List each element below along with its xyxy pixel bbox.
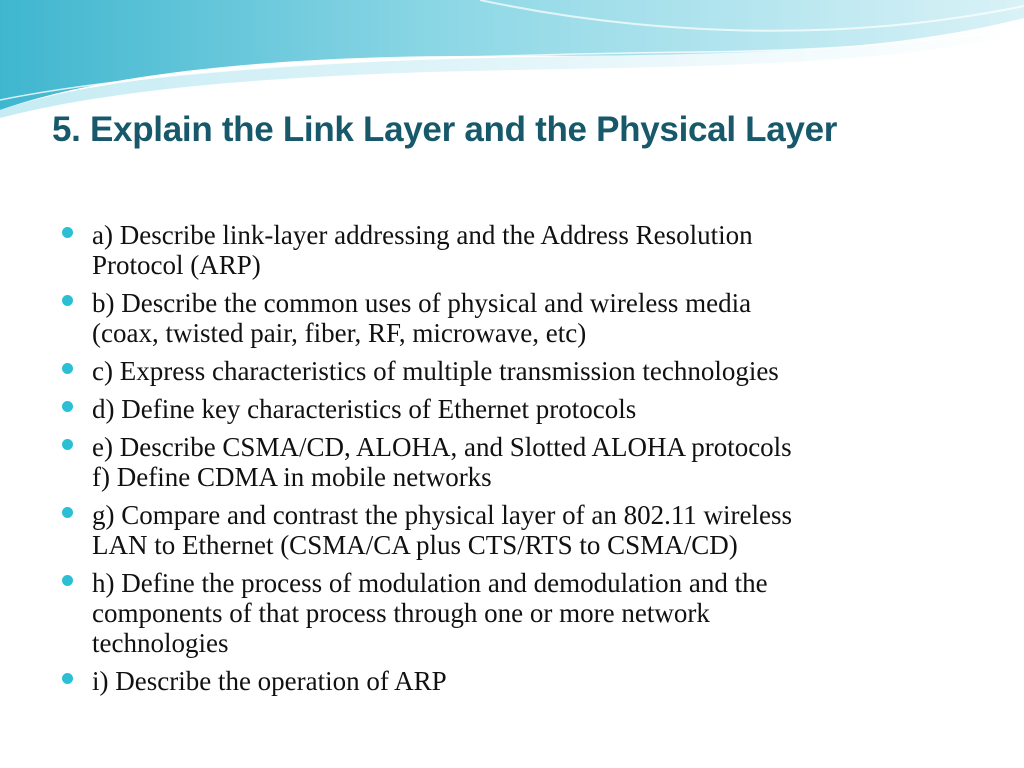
bullet-line: a) Describe link-layer addressing and the Address Resolution: [92, 220, 753, 250]
bullet-line: i) Describe the operation of ARP: [92, 666, 447, 696]
bullet-line: h) Define the process of modulation and demodulation and the: [92, 568, 768, 598]
bullet-list: [62, 220, 962, 704]
bullet-dot-icon: [62, 507, 73, 518]
bullet-text: [92, 432, 962, 492]
bullet-line: e) Describe CSMA/CD, ALOHA, and Slotted ALOHA protocols: [92, 432, 792, 462]
bullet-line: d) Define key characteristics of Ethernet protocols: [92, 394, 637, 424]
bullet-dot-icon: [62, 673, 73, 684]
bullet-line: LAN to Ethernet (CSMA/CA plus CTS/RTS to CSMA/CD): [92, 530, 738, 560]
bullet-text: [92, 288, 962, 348]
bullet-text: [92, 666, 962, 696]
bullet-item: [62, 432, 962, 492]
bullet-item: [62, 394, 962, 424]
bullet-dot-icon: [62, 295, 73, 306]
bullet-item: [62, 356, 962, 386]
bullet-line: components of that process through one or more network: [92, 598, 710, 628]
bullet-text: [92, 568, 962, 658]
bullet-dot-icon: [62, 439, 73, 450]
bullet-dot-icon: [62, 227, 73, 238]
bullet-item: [62, 288, 962, 348]
bullet-line: Protocol (ARP): [92, 250, 261, 280]
bullet-dot-icon: [62, 575, 73, 586]
bullet-dot-icon: [62, 363, 73, 374]
bullet-text: [92, 220, 962, 280]
bullet-line: g) Compare and contrast the physical layer of an 802.11 wireless: [92, 500, 793, 530]
bullet-dot-icon: [62, 401, 73, 412]
bullet-item: [62, 666, 962, 696]
bullet-text: [92, 356, 962, 386]
bullet-line: (coax, twisted pair, fiber, RF, microwave, etc): [92, 318, 587, 348]
bullet-line: technologies: [92, 628, 229, 658]
bullet-line: c) Express characteristics of multiple transmission technologies: [92, 356, 779, 386]
bullet-item: [62, 568, 962, 658]
bullet-line: b) Describe the common uses of physical and wireless media: [92, 288, 752, 318]
bullet-item: [62, 220, 962, 280]
bullet-item: [62, 500, 962, 560]
slide-title: 5. Explain the Link Layer and the Physical Layer: [52, 110, 838, 149]
bullet-text: [92, 394, 962, 424]
bullet-line: f) Define CDMA in mobile networks: [92, 462, 492, 492]
bullet-text: [92, 500, 962, 560]
